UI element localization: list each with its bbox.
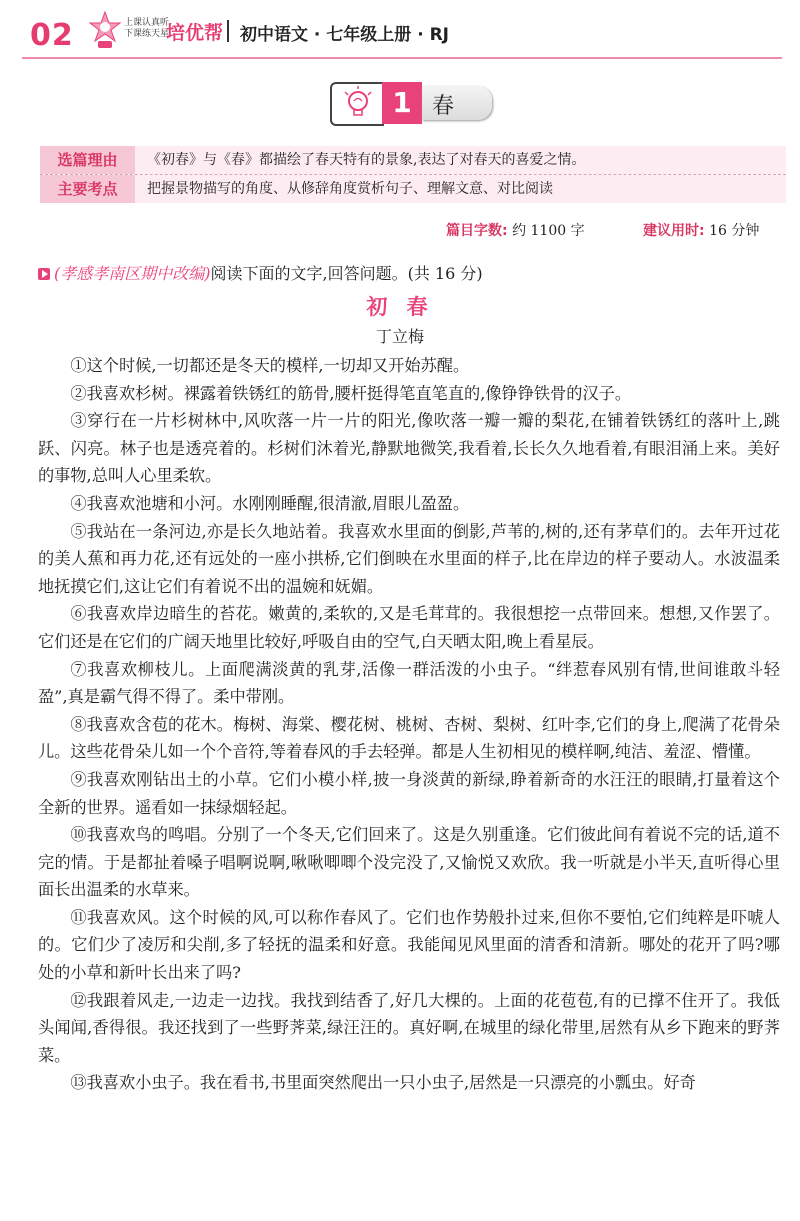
paragraph: ③穿行在一片杉树林中,风吹落一片一片的阳光,像吹落一瓣一瓣的梨花,在铺着铁锈红的落叶上,跳跃、闪亮。林子也是透亮着的。杉树们沐着光,静默地微笑,我看着,长长久久地看着,有眼泪涌上来。美好的事物,总叫人心里柔软。 [38, 411, 780, 486]
paragraph: ⑥我喜欢岸边暗生的苔花。嫩黄的,柔软的,又是毛茸茸的。我很想挖一点带回来。想想,又作罢了。它们还是在它们的广阔天地里比较好,呼吸自由的空气,白天晒太阳,晚上看星辰。 [38, 604, 780, 651]
paragraph: ⑦我喜欢柳枝儿。上面爬满淡黄的乳芽,活像一群活泼的小虫子。“绊惹春风别有情,世间谁敢斗轻盈”,真是霸气得不得了。柔中带刚。 [38, 659, 780, 707]
question-instruction: 阅读下面的文字,回答问题。(共 16 分) [210, 264, 483, 283]
time-value: 16 分钟 [709, 223, 760, 239]
word-count-value: 约 1100 字 [512, 223, 585, 239]
lesson-name: 春 [432, 94, 455, 119]
brand-name: 培优帮 [166, 22, 224, 44]
word-count-label: 篇目字数: [446, 223, 508, 239]
play-marker-icon [38, 268, 50, 280]
star-logo-icon [88, 10, 122, 50]
info-row-reason [40, 146, 786, 175]
paragraph: ④我喜欢池塘和小河。水刚刚睡醒,很清澈,眉眼儿盈盈。 [70, 493, 470, 513]
paragraph: ⑧我喜欢含苞的花木。梅树、海棠、樱花树、桃树、杏树、梨树、红叶李,它们的身上,爬满了花骨朵儿。这些花骨朵儿如一个个音符,等着春风的手去轻弹。都是人生初相见的模样啊,纯洁、羞涩、懵懂。 [38, 714, 780, 762]
header-rule [22, 57, 782, 59]
book-subject: 初中语文 · 七年级上册 · RJ [240, 25, 450, 45]
paragraph: ②我喜欢杉树。裸露着铁锈红的筋骨,腰杆挺得笔直笔直的,像铮铮铁骨的汉子。 [70, 383, 632, 403]
points-text: 把握景物描写的角度、从修辞角度赏析句子、理解文意、对比阅读 [135, 175, 786, 203]
lesson-icon-frame [330, 82, 384, 126]
time-label: 建议用时: [643, 223, 705, 239]
points-label: 主要考点 [40, 175, 135, 203]
paragraph: ⑪我喜欢风。这个时候的风,可以称作春风了。它们也作势般扑过来,但你不要怕,它们纯粹是吓唬人的。它们少了凌厉和尖削,多了轻抚的温柔和好意。我能闻见风里面的清香和清新。哪处的花开了吗?哪处的小草和新叶长出来了吗? [38, 907, 780, 983]
paragraph: ⑫我跟着风走,一边走一边找。我找到结香了,好几大棵的。上面的花苞苞,有的已撑不住开了。我低头闻闻,香得很。我还找到了一些野荠菜,绿汪汪的。真好啊,在城里的绿化带里,居然有从乡下跑来的野荠菜。 [38, 990, 780, 1065]
suggested-time [643, 220, 759, 240]
info-row-points [40, 175, 786, 203]
paragraph: ①这个时候,一切都还是冬天的模样,一切却又开始苏醒。 [70, 356, 470, 375]
lightbulb-icon [332, 84, 384, 124]
question-source: (孝感孝南区期中改编) [54, 264, 211, 283]
header-divider [227, 20, 229, 42]
lesson-number: 1 [382, 82, 422, 124]
page-number: 02 [30, 18, 74, 53]
slogan: 上课认真听 下课练天星 [124, 18, 170, 39]
article-body [38, 352, 780, 1097]
article-author: 丁立梅 [375, 327, 424, 346]
word-count [446, 220, 585, 240]
paragraph: ⑨我喜欢刚钻出土的小草。它们小模小样,披一身淡黄的新绿,睁着新奇的水汪汪的眼睛,打量着这个全新的世界。遥看如一抹绿烟轻起。 [38, 769, 780, 817]
lesson-title-badge [330, 82, 494, 124]
page-header [0, 0, 800, 70]
reason-text: 《初春》与《春》都描绘了春天特有的景象,表达了对春天的喜爱之情。 [135, 146, 786, 174]
paragraph: ⑩我喜欢鸟的鸣唱。分别了一个冬天,它们回来了。这是久别重逢。它们彼此间有着说不完的话,道不完的情。于是都扯着嗓子唱啊说啊,啾啾唧唧个没完没了,又愉悦又欢欣。我一听就是小半天,直听得心里面长出温柔的水草来。 [38, 825, 780, 900]
paragraph: ⑤我站在一条河边,亦是长久地站着。我喜欢水里面的倒影,芦苇的,树的,还有茅草们的。去年开过花的美人蕉和再力花,还有远处的一座小拱桥,它们倒映在水里面的样子,比在岸边的样子要动人。水波温柔地抚摸它们,这让它们有着说不出的温婉和妩媚。 [38, 521, 780, 596]
info-table [40, 146, 786, 203]
article-title: 初 春 [366, 294, 434, 319]
reason-label: 选篇理由 [40, 146, 135, 174]
question-intro [38, 261, 483, 284]
paragraph: ⑬我喜欢小虫子。我在看书,书里面突然爬出一只小虫子,居然是一只漂亮的小瓢虫。好奇 [70, 1073, 696, 1093]
